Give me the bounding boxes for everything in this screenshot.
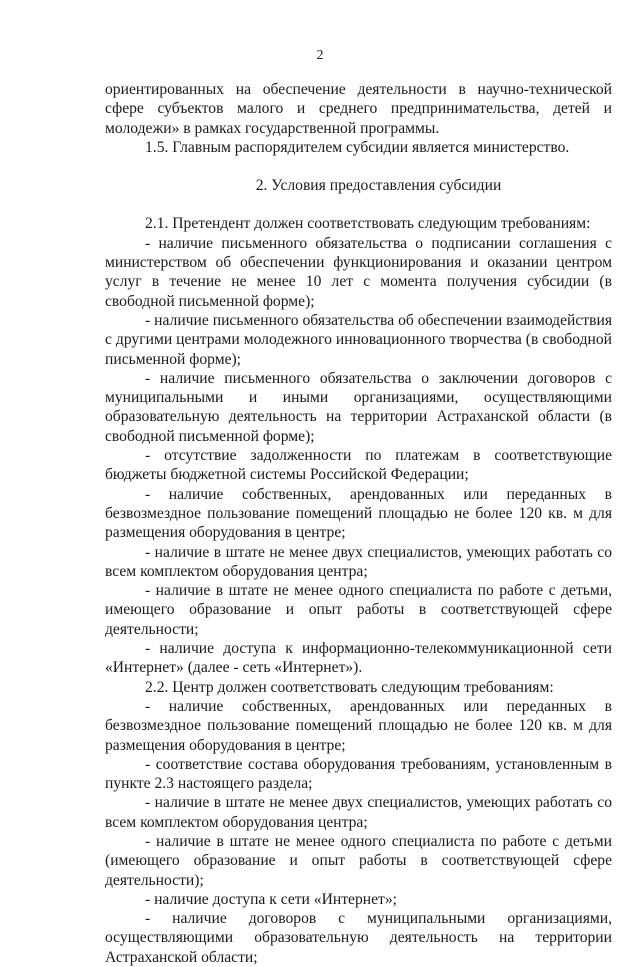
paragraph-2-1: 2.1. Претендент должен соответствовать следующим требованиям: bbox=[145, 215, 591, 233]
requirement-item: - наличие доступа к информационно-телекоммуникационной сети «Интернет» (далее - сеть «Интернет»). bbox=[105, 640, 612, 677]
page-number: 2 bbox=[316, 48, 324, 63]
paragraph-1-5: 1.5. Главным распорядителем субсидии является министерство. bbox=[145, 138, 570, 156]
section-2-title: 2. Условия предоставления субсидии bbox=[255, 177, 502, 195]
requirement-item: - наличие собственных, арендованных или переданных в безвозмездное пользование помещений площадью не более 120 кв. м для размещения оборудования в центре; bbox=[105, 697, 612, 754]
requirement-item: - наличие в штате не менее двух специалистов, умеющих работать со всем комплектом оборудования центра; bbox=[105, 794, 612, 831]
section-spacer bbox=[105, 157, 612, 176]
document-body bbox=[105, 80, 612, 967]
paragraph-2-2: 2.2. Центр должен соответствовать следующим требованиям: bbox=[145, 678, 554, 696]
requirement-item: - наличие в штате не менее двух специалистов, умеющих работать со всем комплектом оборудования центра; bbox=[105, 543, 612, 580]
requirement-item: - наличие письменного обязательства о подписании соглашения с министерством об обеспечении функционирования и оказании центром услуг в течение не менее 10 лет с момента получения субсидии (в свободной письменной форме); bbox=[105, 234, 612, 310]
requirement-item: - наличие письменного обязательства об обеспечении взаимодействия с другими центрами молодежного инновационного творчества (в свободной письменной форме); bbox=[105, 311, 612, 368]
requirement-item: - наличие доступа к сети «Интернет»; bbox=[145, 890, 397, 908]
requirement-item: - наличие в штате не менее одного специалиста по работе с детьми (имеющего образование и опыт работы в соответствующей сфере деятельности); bbox=[105, 832, 612, 889]
requirement-item: - соответствие состава оборудования требованиям, установленным в пункте 2.3 настоящего раздела; bbox=[105, 755, 612, 793]
section-spacer bbox=[105, 195, 612, 214]
requirement-item: - наличие в штате не менее одного специалиста по работе с детьми, имеющего образование и опыт работы в соответствующей сфере деятельности; bbox=[105, 582, 612, 638]
paragraph-continuation: ориентированных на обеспечение деятельности в научно-технической сфере субъектов малого и среднего предпринимательства, детей и молодежи» в рамках государственной программы. bbox=[105, 81, 612, 137]
requirement-item: - наличие договоров с муниципальными организациями, осуществляющими образовательную деятельность на территории Астраханской области; bbox=[105, 910, 612, 966]
requirement-item: - наличие письменного обязательства о заключении договоров с муниципальными и иными организациями, осуществляющими образовательную деятельность на территории Астраханской области (в свободной письменной форме); bbox=[105, 369, 612, 445]
requirement-item: - отсутствие задолженности по платежам в соответствующие бюджеты бюджетной системы Российской Федерации; bbox=[105, 447, 612, 484]
requirement-item: - наличие собственных, арендованных или переданных в безвозмездное пользование помещений площадью не более 120 кв. м для размещения оборудования в центре; bbox=[105, 485, 612, 542]
